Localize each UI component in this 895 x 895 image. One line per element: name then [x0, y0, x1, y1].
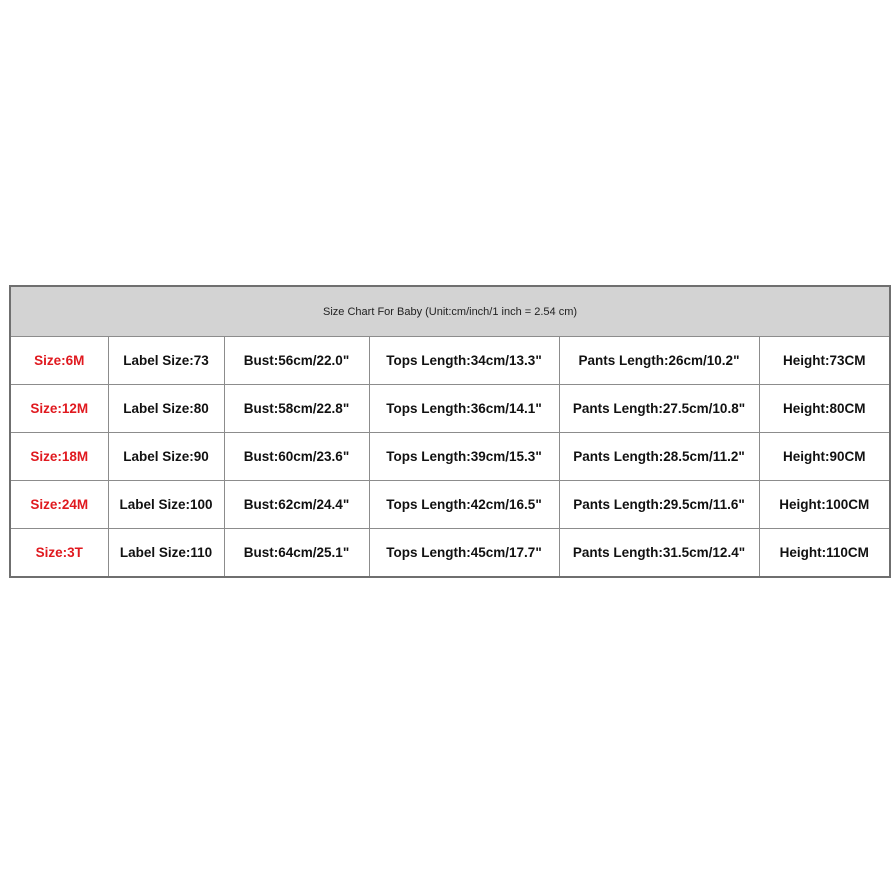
label-size-cell: Label Size:100 — [108, 481, 224, 529]
table-row — [10, 529, 890, 578]
tops-length-cell: Tops Length:42cm/16.5" — [369, 481, 559, 529]
table-row — [10, 385, 890, 433]
bust-cell: Bust:62cm/24.4" — [224, 481, 369, 529]
bust-cell: Bust:60cm/23.6" — [224, 433, 369, 481]
size-cell: Size:6M — [10, 337, 108, 385]
label-size-cell: Label Size:73 — [108, 337, 224, 385]
pants-length-cell: Pants Length:29.5cm/11.6" — [559, 481, 759, 529]
size-cell: Size:12M — [10, 385, 108, 433]
pants-length-cell: Pants Length:27.5cm/10.8" — [559, 385, 759, 433]
height-cell: Height:73CM — [759, 337, 890, 385]
size-cell: Size:18M — [10, 433, 108, 481]
size-cell: Size:24M — [10, 481, 108, 529]
label-size-cell: Label Size:110 — [108, 529, 224, 578]
height-cell: Height:90CM — [759, 433, 890, 481]
pants-length-cell: Pants Length:28.5cm/11.2" — [559, 433, 759, 481]
bust-cell: Bust:56cm/22.0" — [224, 337, 369, 385]
tops-length-cell: Tops Length:39cm/15.3" — [369, 433, 559, 481]
height-cell: Height:110CM — [759, 529, 890, 578]
size-chart-table — [9, 285, 891, 578]
chart-title: Size Chart For Baby (Unit:cm/inch/1 inch = 2.54 cm) — [10, 286, 890, 337]
title-row — [10, 286, 890, 337]
size-cell: Size:3T — [10, 529, 108, 578]
table-row — [10, 337, 890, 385]
height-cell: Height:80CM — [759, 385, 890, 433]
tops-length-cell: Tops Length:34cm/13.3" — [369, 337, 559, 385]
height-cell: Height:100CM — [759, 481, 890, 529]
table-row — [10, 433, 890, 481]
pants-length-cell: Pants Length:31.5cm/12.4" — [559, 529, 759, 578]
bust-cell: Bust:58cm/22.8" — [224, 385, 369, 433]
label-size-cell: Label Size:90 — [108, 433, 224, 481]
tops-length-cell: Tops Length:45cm/17.7" — [369, 529, 559, 578]
label-size-cell: Label Size:80 — [108, 385, 224, 433]
table-row — [10, 481, 890, 529]
bust-cell: Bust:64cm/25.1" — [224, 529, 369, 578]
pants-length-cell: Pants Length:26cm/10.2" — [559, 337, 759, 385]
tops-length-cell: Tops Length:36cm/14.1" — [369, 385, 559, 433]
